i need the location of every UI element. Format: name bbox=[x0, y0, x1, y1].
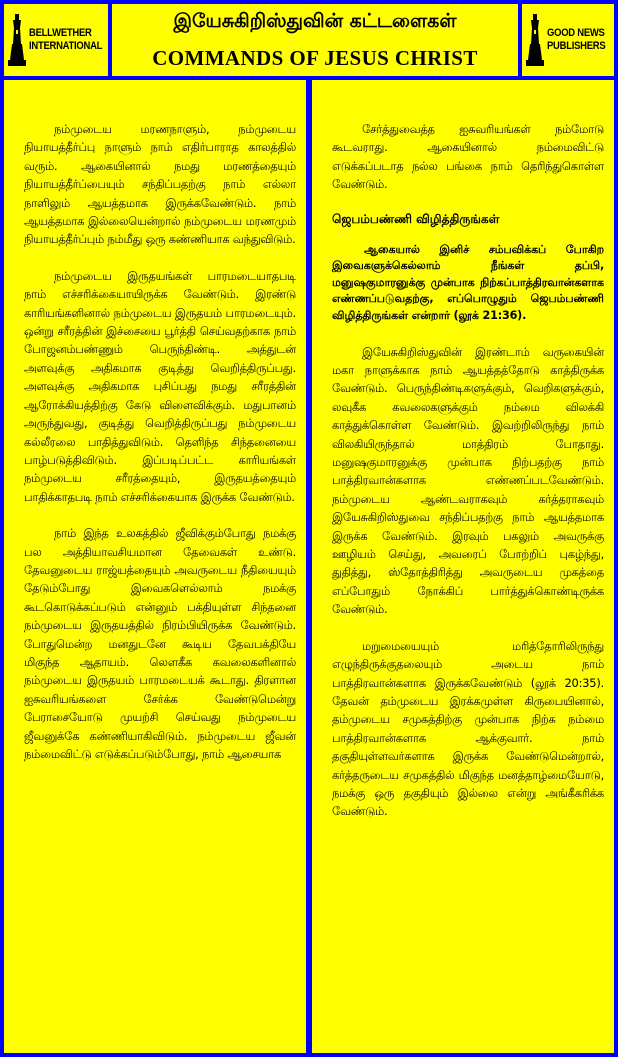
title-english: COMMANDS OF JESUS CHRIST bbox=[152, 46, 478, 70]
left-logo-text: BELLWETHER INTERNATIONAL bbox=[29, 27, 103, 52]
paragraph: நம்முடைய இருதயங்கள் பாரமடையாதபடி நாம் எச்சரிக்கையாயிருக்க வேண்டும். இரண்டு காரியங்களினால் நம்முடைய இருதயம் பாரமடையும். ஒன்று சரீரத்தின் இச்சையை பூர்த்தி செய்வதற்காக நாம் போஜனம்பண்ணும் பெருந்திண்டி. அத்துடன் அளவுக்கு அதிகமாக குடித்து வெறித்திருப்பது. அளவுக்கு அதிகமாக புசிப்பது நமது சரீரத்தின் ஆரோக்கியத்திற்கு கேடு விளைவிக்கும். மதுபானம் அருந்துவது, குடித்து வெறித்திருப்பது நம்முடைய கல்லீரலை பாதித்துவிடும். தெளிந்த சிந்தனையை பாழ்படுத்திவிடும். இப்படிப்பட்ட காரியங்கள் நம்முடைய சரீரத்தையும், இருதயத்தையும் பாதிக்காதபடி நாம் எச்சரிக்கையாக இருக்க வேண்டும். bbox=[24, 268, 296, 504]
right-logo-text: GOOD NEWS PUBLISHERS bbox=[547, 27, 606, 52]
section-heading: ஜெபம்பண்ணி விழித்திருங்கள் bbox=[332, 211, 500, 226]
left-column bbox=[4, 80, 306, 1053]
paragraph: மறுமையையும் மரித்தோரிலிருந்து எழுந்திருக்குதலையும் அடைய நாம் பாத்திரவான்களாக இருக்கவேண்டும் (லூக் 20:35). தேவன் தம்முடைய இரக்கமுள்ள கிருபையினால், தம்முடைய சமுகத்திற்கு முன்பாக நிற்க நம்மை பாத்திரவான்களாக ஆக்குவார். நாம் தகுதியுள்ளவர்களாக இருக்க வேண்டுமென்றால், கர்த்தருடைய சமுகத்தில் மிகுந்த மனத்தாழ்மையோடு, நமக்கு ஒரு தகுதியும் இல்லை என்று அங்கீகரிக்க வேண்டும். bbox=[332, 638, 604, 819]
right-column bbox=[312, 80, 614, 1053]
paragraph: நாம் இந்த உலகத்தில் ஜீவிக்கும்போது நமக்கு பல அத்தியாவசியமான தேவைகள் உண்டு. தேவனுடைய ராஜ்யத்தையும் அவருடைய நீதியையும் தேடும்போது இவைகளெல்லாம் நமக்கு கூடகொடுக்கப்படும் என்னும் பக்தியுள்ள சிந்தனை நம்முடைய இருதயத்தில் நிரம்பியிருக்க வேண்டும். போதுமென்ற மனதுடனே கூடிய தேவபக்தியே மிகுந்த ஆதாயம். லௌகீக கவலைகளினால் நம்முடைய இருதயம் பாரமடையக் கூடாது. திரளான ஐசுவரியங்களை சேர்க்க வேண்டுமென்று பேராசையோடு முயற்சி செய்வது நம்முடைய ஜீவனுக்கே கண்ணியாகிவிடும். நம்முடைய ஜீவன் நம்மைவிட்டு எடுக்கப்படும்போது, நாம் ஆசையாக bbox=[24, 526, 296, 761]
good-news-logo bbox=[522, 4, 614, 76]
title-tamil: இயேசுகிறிஸ்துவின் கட்டளைகள் bbox=[173, 10, 457, 32]
scripture-quote: ஆகையால் இனிச் சம்பவிக்கப் போகிற இவைகளுக்கெல்லாம் நீங்கள் தப்பி, மனுஷகுமாரனுக்கு முன்பாக நிற்கப்பாத்திரவான்களாக எண்ணப்படுவதற்கு, எப்பொழுதும் ஜெபம்பண்ணி விழித்திருங்கள் என்றார் (லூக் 21:36). bbox=[332, 242, 604, 322]
tower-icon bbox=[8, 14, 26, 66]
paragraph: சேர்த்துவைத்த ஐசுவரியங்கள் நம்மோடு கூடவராது. ஆகையினால் நம்மைவிட்டு எடுக்கப்படாத நல்ல பங்கை நாம் தெரிந்துகொள்ள வேண்டும். bbox=[332, 122, 604, 192]
paragraph: நம்முடைய மரணநாளும், நம்முடைய நியாயத்தீர்ப்பு நாளும் நாம் எதிர்பாராத காலத்தில் வரும். ஆகையினால் நமது மரணத்தையும் நியாயத்தீர்ப்பையும் சந்திப்பதற்கு நாம் எல்லா நாளிலும் ஆயத்தமாக இருக்கவேண்டும். நாம் ஆயத்தமாக இல்லையென்றால் நம்முடைய மரணமும் நியாயத்தீர்ப்பும் நம்மீது ஒரு கண்ணியாக வந்துவிடும். bbox=[24, 122, 296, 247]
tower-icon bbox=[526, 14, 544, 66]
paragraph: இயேசுகிறிஸ்துவின் இரண்டாம் வருகையின் மகா நாளுக்காக நாம் ஆயத்தத்தோடு காத்திருக்க வேண்டும். பெருந்திண்டிகளுக்கும், வெறிகளுக்கும், லவுகீக கவலைகளுக்கும் நம்மை விலக்கி காத்துக்கொள்ள வேண்டும். இவற்றிலிருந்து நாம் விலகியிருந்தால் மாத்திரம் போதாது. மனுஷகுமாரனுக்கு முன்பாக நிற்பதற்கு நாம் பாத்திரவான்களாக எண்ணப்படவேண்டும். நம்முடைய ஆண்டவராகவும் கர்த்தராகவும் இயேசுகிறிஸ்துவை சந்திப்பதற்கு நாம் ஆயத்தமாக இருக்க வேண்டும். இரவும் பகலும் அவருக்கு ஊழியம் செய்து, அவரைப் போற்றிப் புகழ்ந்து, துதித்து, ஸ்தோத்திரித்து அவருடைய முகத்தை எப்போதும் நோக்கிப் பார்த்துக்கொண்டிருக்க வேண்டும். bbox=[332, 344, 604, 617]
title-banner bbox=[112, 4, 518, 76]
bellwether-logo bbox=[4, 4, 108, 76]
